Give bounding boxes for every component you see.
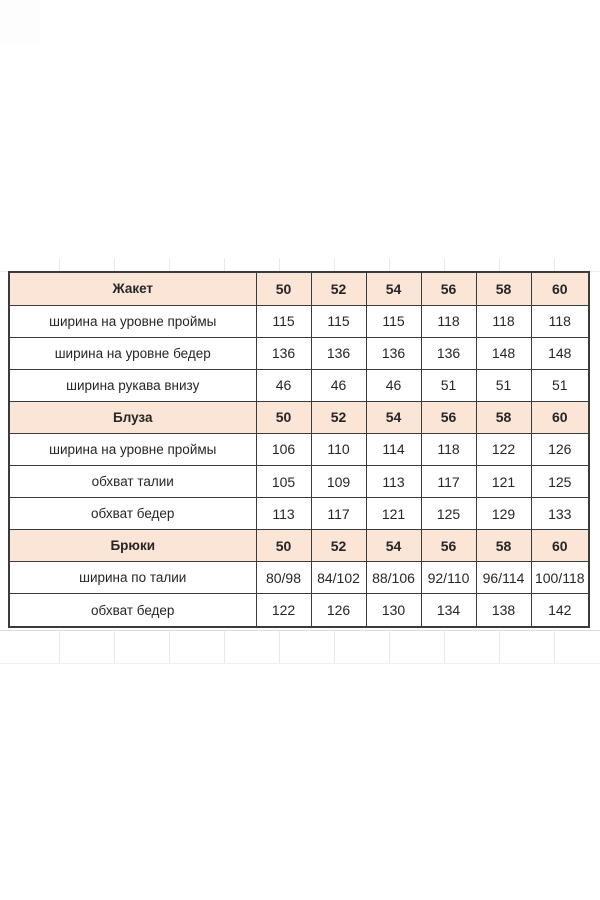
measurement-label-cell: обхват бедер xyxy=(9,594,256,627)
section-header-row xyxy=(9,401,589,433)
size-header-cell: 60 xyxy=(531,530,589,562)
value-cell: 115 xyxy=(256,305,311,337)
section-title-cell: Жакет xyxy=(9,272,256,305)
value-cell: 126 xyxy=(531,433,589,465)
value-cell: 136 xyxy=(421,337,476,369)
size-header-cell: 56 xyxy=(421,401,476,433)
size-header-cell: 54 xyxy=(366,530,421,562)
measurement-row xyxy=(9,594,589,627)
size-header-cell: 58 xyxy=(476,530,531,562)
value-cell: 96/114 xyxy=(476,562,531,594)
value-cell: 125 xyxy=(421,498,476,530)
value-cell: 142 xyxy=(531,594,589,627)
value-cell: 46 xyxy=(311,369,366,401)
value-cell: 110 xyxy=(311,433,366,465)
value-cell: 133 xyxy=(531,498,589,530)
value-cell: 138 xyxy=(476,594,531,627)
size-header-cell: 60 xyxy=(531,401,589,433)
value-cell: 113 xyxy=(366,466,421,498)
size-header-cell: 56 xyxy=(421,530,476,562)
size-header-cell: 50 xyxy=(256,272,311,305)
measurement-label-cell: ширина по талии xyxy=(9,562,256,594)
measurement-label-cell: ширина на уровне проймы xyxy=(9,305,256,337)
size-header-cell: 52 xyxy=(311,401,366,433)
value-cell: 80/98 xyxy=(256,562,311,594)
value-cell: 115 xyxy=(311,305,366,337)
value-cell: 129 xyxy=(476,498,531,530)
value-cell: 117 xyxy=(421,466,476,498)
size-header-cell: 54 xyxy=(366,272,421,305)
value-cell: 100/118 xyxy=(531,562,589,594)
value-cell: 148 xyxy=(476,337,531,369)
value-cell: 118 xyxy=(531,305,589,337)
value-cell: 118 xyxy=(421,433,476,465)
size-header-cell: 52 xyxy=(311,272,366,305)
gridline-strip-top xyxy=(0,258,600,272)
measurement-row xyxy=(9,337,589,369)
value-cell: 106 xyxy=(256,433,311,465)
value-cell: 88/106 xyxy=(366,562,421,594)
measurement-row xyxy=(9,466,589,498)
size-header-cell: 50 xyxy=(256,530,311,562)
value-cell: 46 xyxy=(256,369,311,401)
value-cell: 148 xyxy=(531,337,589,369)
value-cell: 113 xyxy=(256,498,311,530)
size-header-cell: 50 xyxy=(256,401,311,433)
corner-artifact xyxy=(0,0,40,45)
gridline-strip-bottom xyxy=(0,630,600,664)
section-header-row xyxy=(9,272,589,305)
value-cell: 136 xyxy=(256,337,311,369)
value-cell: 114 xyxy=(366,433,421,465)
size-header-cell: 58 xyxy=(476,401,531,433)
value-cell: 84/102 xyxy=(311,562,366,594)
value-cell: 122 xyxy=(476,433,531,465)
value-cell: 109 xyxy=(311,466,366,498)
value-cell: 117 xyxy=(311,498,366,530)
size-header-cell: 54 xyxy=(366,401,421,433)
size-header-cell: 58 xyxy=(476,272,531,305)
value-cell: 126 xyxy=(311,594,366,627)
section-header-row xyxy=(9,530,589,562)
size-header-cell: 52 xyxy=(311,530,366,562)
value-cell: 92/110 xyxy=(421,562,476,594)
measurement-label-cell: ширина на уровне проймы xyxy=(9,433,256,465)
value-cell: 121 xyxy=(476,466,531,498)
value-cell: 51 xyxy=(531,369,589,401)
measurement-row xyxy=(9,433,589,465)
size-chart-table xyxy=(8,271,590,628)
value-cell: 105 xyxy=(256,466,311,498)
value-cell: 130 xyxy=(366,594,421,627)
measurement-label-cell: обхват талии xyxy=(9,466,256,498)
section-title-cell: Брюки xyxy=(9,530,256,562)
value-cell: 134 xyxy=(421,594,476,627)
value-cell: 51 xyxy=(421,369,476,401)
value-cell: 122 xyxy=(256,594,311,627)
size-header-cell: 60 xyxy=(531,272,589,305)
value-cell: 46 xyxy=(366,369,421,401)
measurement-row xyxy=(9,305,589,337)
value-cell: 136 xyxy=(311,337,366,369)
value-cell: 118 xyxy=(421,305,476,337)
value-cell: 51 xyxy=(476,369,531,401)
measurement-label-cell: обхват бедер xyxy=(9,498,256,530)
value-cell: 125 xyxy=(531,466,589,498)
measurement-row xyxy=(9,562,589,594)
measurement-label-cell: ширина рукава внизу xyxy=(9,369,256,401)
measurement-row xyxy=(9,498,589,530)
section-title-cell: Блуза xyxy=(9,401,256,433)
value-cell: 118 xyxy=(476,305,531,337)
measurement-row xyxy=(9,369,589,401)
value-cell: 121 xyxy=(366,498,421,530)
value-cell: 115 xyxy=(366,305,421,337)
value-cell: 136 xyxy=(366,337,421,369)
measurement-label-cell: ширина на уровне бедер xyxy=(9,337,256,369)
size-header-cell: 56 xyxy=(421,272,476,305)
